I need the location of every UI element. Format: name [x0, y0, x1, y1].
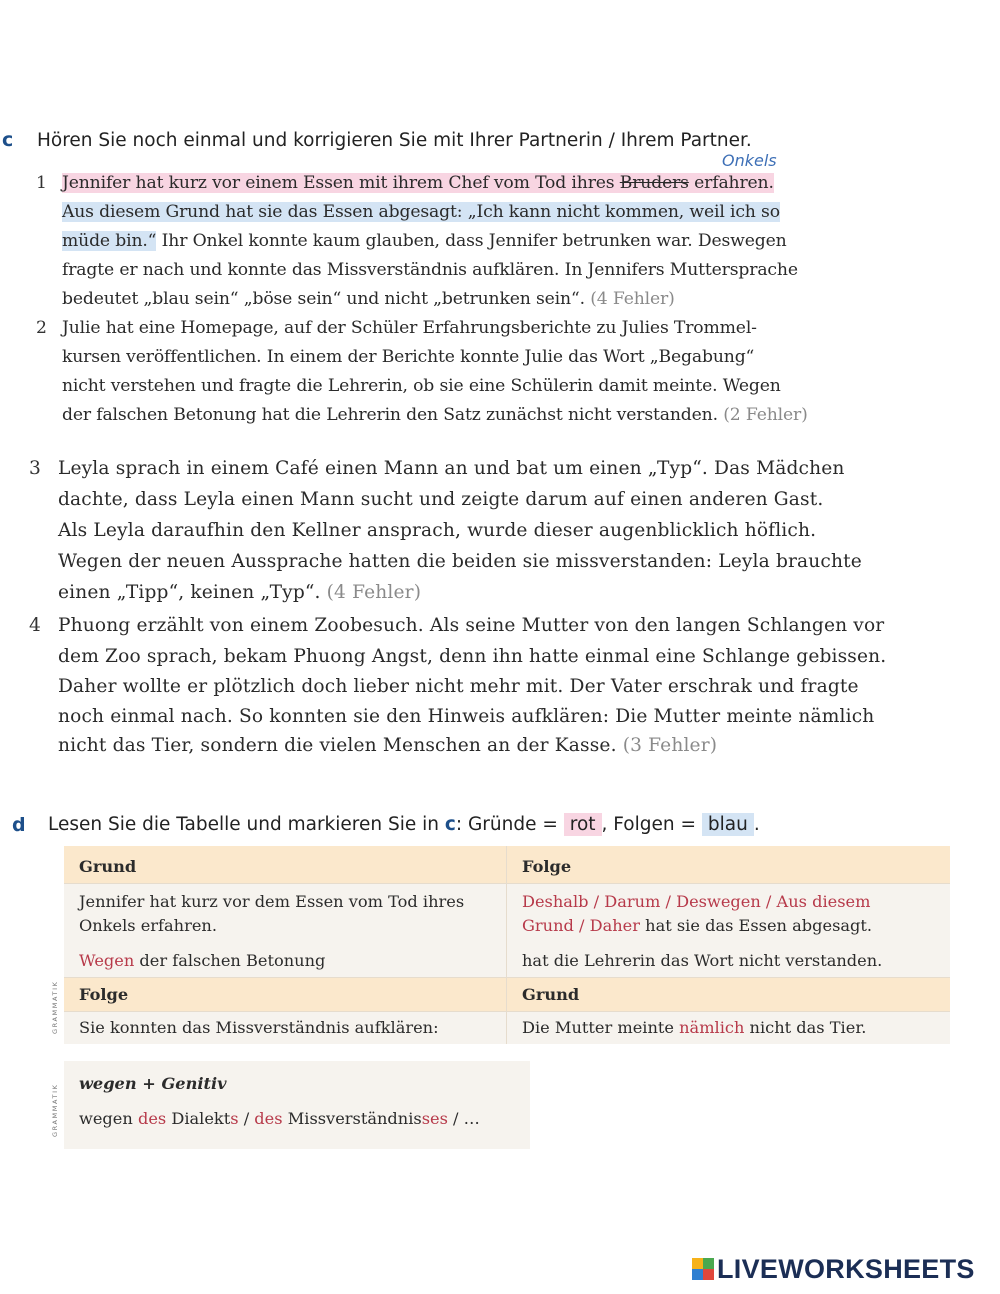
handwritten-correction: Onkels	[722, 151, 777, 170]
grammar-box-example: wegen des Dialekts / des Missverständnisses / …	[79, 1109, 480, 1128]
table-header-grund-2: Grund	[522, 985, 580, 1004]
error-count: (3 Fehler)	[622, 735, 718, 756]
table-side-label: GRAMMATIK	[51, 980, 59, 1034]
error-count: (2 Fehler)	[723, 405, 808, 425]
item-2-line-3: nicht verstehen und fragte die Lehrerin, ob sie eine Schülerin damit meinte. Wegen	[62, 376, 781, 396]
item-3-line-1: Leyla sprach in einem Café einen Mann an und bat um einen „Typ“. Das Mädchen	[58, 458, 845, 479]
table-cell: hat die Lehrerin das Wort nicht verstanden.	[522, 951, 883, 970]
item-2-line-1: Julie hat eine Homepage, auf der Schüler Erfahrungsberichte zu Julies Trommel-	[62, 318, 757, 338]
item-number: 2	[36, 318, 47, 338]
item-4-line-2: dem Zoo sprach, bekam Phuong Angst, denn ihn hatte einmal eine Schlange gebissen.	[58, 646, 887, 667]
item-1-line-1: Jennifer hat kurz vor einem Essen mit ihrem Chef vom Tod ihres Bruders erfahren.	[62, 173, 774, 193]
table-header-folge: Folge	[522, 857, 572, 876]
label-blau: blau	[702, 813, 754, 836]
error-count: (4 Fehler)	[326, 582, 422, 603]
table-header-folge-2: Folge	[79, 985, 129, 1004]
section-letter-d: d	[12, 814, 26, 836]
grammar-box-title: wegen + Genitiv	[79, 1074, 227, 1093]
item-2-line-4: der falschen Betonung hat die Lehrerin den Satz zunächst nicht verstanden. (2 Fehler)	[62, 405, 808, 425]
error-count: (4 Fehler)	[590, 289, 675, 309]
item-3-line-2: dachte, dass Leyla einen Mann sucht und zeigte darum auf einen anderen Gast.	[58, 489, 824, 510]
item-1-line-3: müde bin.“ Ihr Onkel konnte kaum glauben, dass Jennifer betrunken war. Deswegen	[62, 231, 787, 251]
item-4-line-5: nicht das Tier, sondern die vielen Menschen an der Kasse. (3 Fehler)	[58, 735, 718, 756]
item-3-line-3: Als Leyla daraufhin den Kellner ansprach, wurde dieser augenblicklich höflich.	[58, 520, 817, 541]
section-letter-c: c	[2, 129, 14, 151]
grammar-table	[46, 846, 950, 1044]
item-1-line-2: Aus diesem Grund hat sie das Essen abgesagt: „Ich kann nicht kommen, weil ich so	[62, 202, 780, 222]
item-number: 3	[29, 458, 41, 479]
liveworksheets-logo[interactable]	[692, 1254, 975, 1284]
item-number: 1	[36, 173, 47, 193]
item-4-line-1: Phuong erzählt von einem Zoobesuch. Als seine Mutter von den langen Schlangen vor	[58, 615, 885, 636]
table-cell: Jennifer hat kurz vor dem Essen vom Tod ihres	[79, 892, 465, 911]
item-1-line-5: bedeutet „blau sein“ „böse sein“ und nicht „betrunken sein“. (4 Fehler)	[62, 289, 675, 309]
box-side-label: GRAMMATIK	[51, 1083, 59, 1137]
item-2-line-2: kursen veröffentlichen. In einem der Berichte konnte Julie das Wort „Begabung“	[62, 347, 755, 367]
grammar-box	[46, 1061, 530, 1149]
logo-mark-icon	[692, 1258, 714, 1280]
section-c-instruction: Hören Sie noch einmal und korrigieren Sie mit Ihrer Partnerin / Ihrem Partner.	[37, 130, 752, 151]
item-number: 4	[29, 615, 41, 636]
table-cell: Sie konnten das Missverständnis aufklären:	[79, 1018, 439, 1037]
table-cell: Wegen der falschen Betonung	[79, 951, 326, 970]
struck-word: Bruders	[619, 173, 689, 193]
item-1-line-4: fragte er nach und konnte das Missverständnis aufklären. In Jennifers Muttersprache	[62, 260, 798, 280]
logo-text: LIVEWORKSHEETS	[717, 1253, 975, 1284]
item-4-line-4: noch einmal nach. So konnten sie den Hinweis aufklären: Die Mutter meinte nämlich	[58, 706, 875, 727]
item-3-line-5: einen „Tipp“, keinen „Typ“. (4 Fehler)	[58, 582, 422, 603]
section-d-instruction: Lesen Sie die Tabelle und markieren Sie in c: Gründe = rot , Folgen = blau .	[48, 814, 760, 835]
table-cell: Grund / Daher hat sie das Essen abgesagt.	[522, 916, 873, 935]
item-3-line-4: Wegen der neuen Aussprache hatten die beiden sie missverstanden: Leyla brauchte	[58, 551, 862, 572]
label-rot: rot	[564, 813, 602, 836]
table-cell: Deshalb / Darum / Deswegen / Aus diesem	[522, 892, 871, 911]
table-header-grund: Grund	[79, 857, 137, 876]
table-cell: Onkels erfahren.	[79, 916, 217, 935]
table-cell: Die Mutter meinte nämlich nicht das Tier.	[522, 1018, 867, 1037]
item-4-line-3: Daher wollte er plötzlich doch lieber nicht mehr mit. Der Vater erschrak und fragte	[58, 676, 859, 697]
